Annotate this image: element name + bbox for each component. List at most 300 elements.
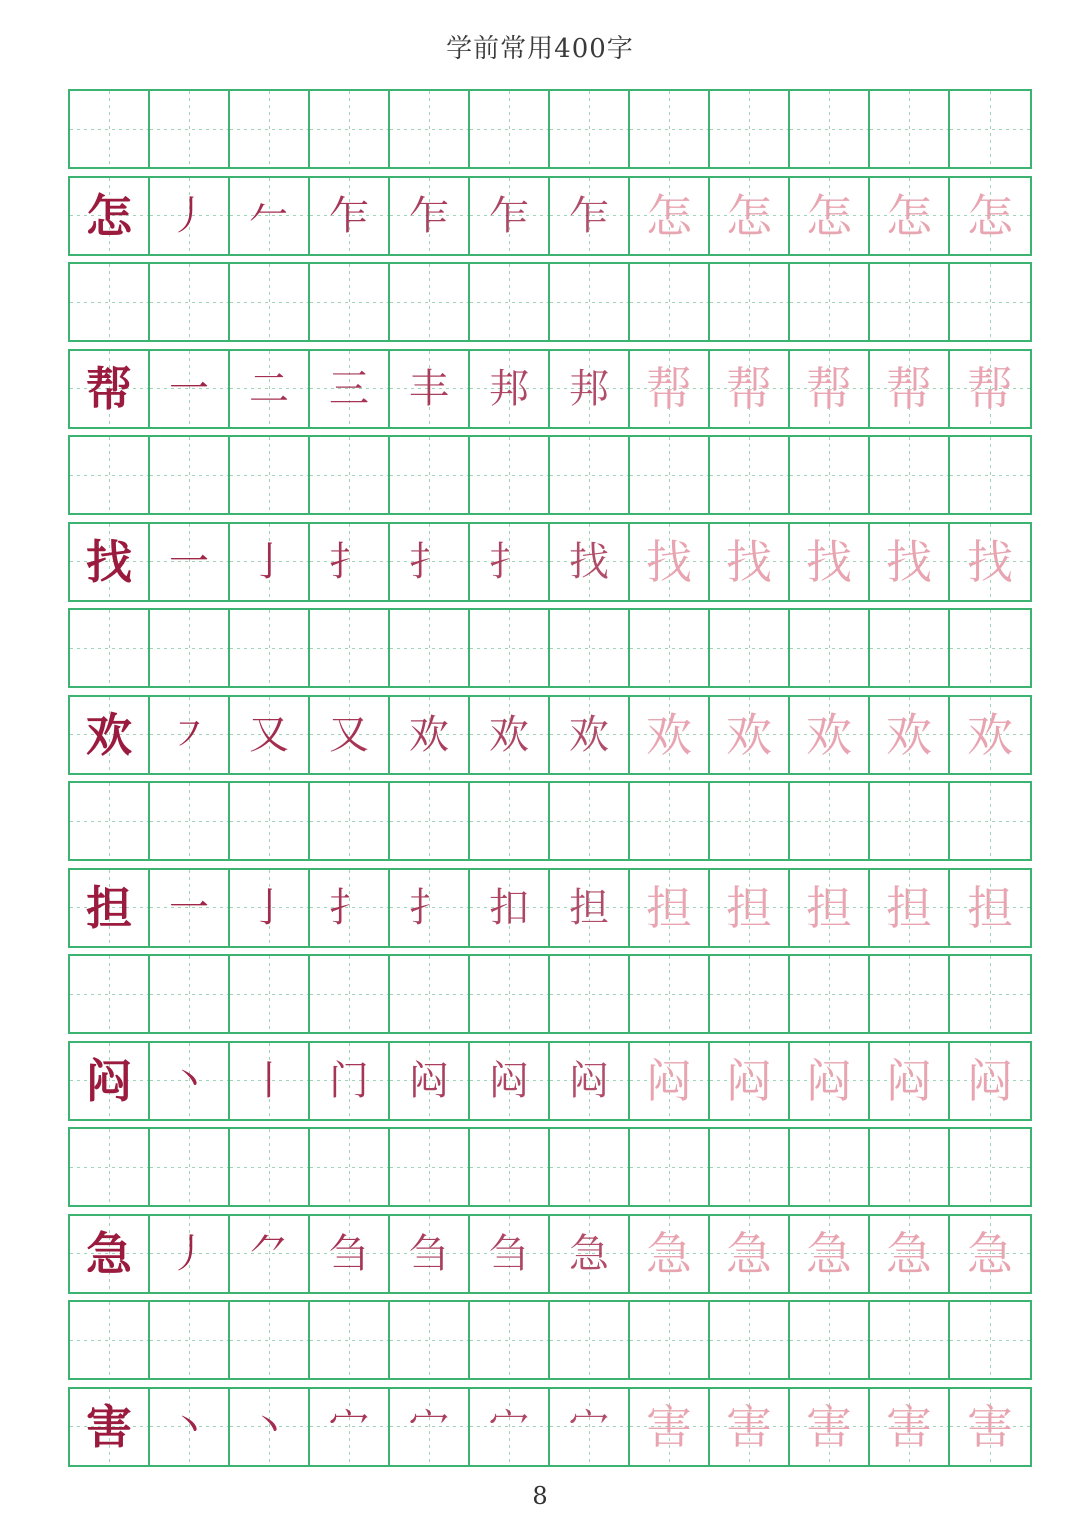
- grid-cell: [950, 1302, 1030, 1378]
- grid-cell: [630, 1389, 710, 1465]
- grid-cell: [630, 1129, 710, 1205]
- page-title: 学前常用400字: [446, 34, 634, 64]
- stroke-step: 怎: [806, 188, 852, 243]
- stroke-step: 丿: [169, 1230, 209, 1277]
- grid-cell: [630, 956, 710, 1032]
- grid-cell: [230, 264, 310, 340]
- stroke-order-row: [68, 1041, 1032, 1121]
- grid-cell: [790, 178, 870, 254]
- grid-cell: [790, 437, 870, 513]
- grid-cell: [790, 1216, 870, 1292]
- grid-cell: [230, 524, 310, 600]
- blank-practice-row: [68, 954, 1032, 1034]
- grid-cell: [150, 264, 230, 340]
- grid-cell: [390, 1389, 470, 1465]
- grid-cell: [70, 1129, 150, 1205]
- grid-cell: [470, 351, 550, 427]
- stroke-step: 二: [249, 365, 289, 412]
- grid-cell: [230, 697, 310, 773]
- grid-cell: [790, 783, 870, 859]
- grid-cell: [310, 1389, 390, 1465]
- stroke-step: 又: [249, 711, 289, 758]
- grid-cell: [870, 91, 950, 167]
- grid-cell: [710, 351, 790, 427]
- stroke-step: 闷: [806, 1053, 852, 1108]
- grid-cell: [150, 1302, 230, 1378]
- stroke-step: 害: [806, 1399, 852, 1454]
- stroke-step: 宀: [329, 1403, 369, 1450]
- grid-cell: [470, 610, 550, 686]
- grid-cell: [710, 1216, 790, 1292]
- grid-cell: [950, 697, 1030, 773]
- grid-cell: [790, 1389, 870, 1465]
- stroke-step: 刍: [329, 1230, 369, 1277]
- stroke-step: 找: [967, 534, 1013, 589]
- stroke-step: 宀: [569, 1403, 609, 1450]
- grid-cell: [70, 524, 150, 600]
- stroke-step: 一: [169, 365, 209, 412]
- grid-cell: [390, 524, 470, 600]
- grid-cell: [550, 437, 630, 513]
- grid-cell: [950, 956, 1030, 1032]
- stroke-step: 闷: [967, 1053, 1013, 1108]
- grid-cell: [310, 178, 390, 254]
- grid-cell: [150, 437, 230, 513]
- grid-cell: [790, 264, 870, 340]
- grid-cell: [550, 1043, 630, 1119]
- grid-cell: [710, 524, 790, 600]
- grid-cell: [230, 1302, 310, 1378]
- grid-cell: [870, 264, 950, 340]
- stroke-step: 𠂉: [249, 192, 289, 239]
- grid-cell: [230, 1216, 310, 1292]
- grid-cell: [230, 870, 310, 946]
- grid-cell: [710, 1129, 790, 1205]
- stroke-step: 亅: [249, 538, 289, 585]
- stroke-step: 乍: [329, 192, 369, 239]
- stroke-step: 丶: [169, 1057, 209, 1104]
- stroke-step: 害: [726, 1399, 772, 1454]
- grid-cell: [310, 870, 390, 946]
- grid-cell: [230, 91, 310, 167]
- grid-cell: [950, 524, 1030, 600]
- grid-cell: [790, 956, 870, 1032]
- stroke-step: 闷: [409, 1057, 449, 1104]
- grid-cell: [70, 1043, 150, 1119]
- stroke-step: ⺈: [249, 1230, 289, 1277]
- grid-cell: [710, 783, 790, 859]
- grid-cell: [390, 437, 470, 513]
- grid-cell: [150, 870, 230, 946]
- grid-cell: [950, 91, 1030, 167]
- grid-cell: [230, 610, 310, 686]
- stroke-step: 一: [169, 538, 209, 585]
- grid-cell: [310, 1129, 390, 1205]
- grid-cell: [710, 870, 790, 946]
- grid-cell: [870, 524, 950, 600]
- grid-cell: [150, 91, 230, 167]
- grid-cell: [550, 1302, 630, 1378]
- grid-cell: [390, 178, 470, 254]
- grid-cell: [390, 1302, 470, 1378]
- stroke-step: 担: [726, 880, 772, 935]
- grid-cell: [310, 264, 390, 340]
- stroke-step: 怎: [967, 188, 1013, 243]
- grid-cell: [870, 697, 950, 773]
- grid-cell: [150, 1043, 230, 1119]
- grid-cell: [630, 870, 710, 946]
- grid-cell: [230, 1043, 310, 1119]
- grid-cell: [70, 1216, 150, 1292]
- grid-cell: [790, 351, 870, 427]
- grid-cell: [390, 91, 470, 167]
- grid-cell: [470, 524, 550, 600]
- grid-cell: [150, 351, 230, 427]
- grid-cell: [230, 437, 310, 513]
- stroke-step: 闷: [569, 1057, 609, 1104]
- grid-cell: [870, 178, 950, 254]
- stroke-step: 邦: [489, 365, 529, 412]
- grid-cell: [150, 783, 230, 859]
- stroke-step: 扌: [489, 538, 529, 585]
- grid-cell: [950, 178, 1030, 254]
- stroke-step: 欢: [409, 711, 449, 758]
- grid-cell: [390, 870, 470, 946]
- stroke-step: 帮: [646, 361, 692, 416]
- stroke-step: 丨: [249, 1057, 289, 1104]
- grid-cell: [70, 437, 150, 513]
- grid-cell: [950, 351, 1030, 427]
- grid-cell: [470, 178, 550, 254]
- grid-cell: [710, 1302, 790, 1378]
- stroke-step: 刍: [489, 1230, 529, 1277]
- grid-cell: [950, 1043, 1030, 1119]
- grid-cell: [790, 1302, 870, 1378]
- stroke-step: 担: [886, 880, 932, 935]
- stroke-step: 欢: [806, 707, 852, 762]
- grid-cell: [950, 610, 1030, 686]
- grid-cell: [550, 351, 630, 427]
- grid-cell: [870, 1129, 950, 1205]
- page-number: 8: [532, 1482, 548, 1510]
- grid-cell: [550, 783, 630, 859]
- stroke-step: 三: [329, 365, 369, 412]
- grid-cell: [470, 1302, 550, 1378]
- stroke-step: 又: [329, 711, 369, 758]
- grid-cell: [550, 1129, 630, 1205]
- stroke-step: 急: [646, 1226, 692, 1281]
- stroke-order-row: [68, 522, 1032, 602]
- grid-cell: [150, 956, 230, 1032]
- grid-cell: [630, 697, 710, 773]
- stroke-step: 急: [806, 1226, 852, 1281]
- grid-cell: [870, 1216, 950, 1292]
- stroke-step: 乍: [569, 192, 609, 239]
- blank-practice-row: [68, 781, 1032, 861]
- grid-cell: [470, 783, 550, 859]
- grid-cell: [70, 697, 150, 773]
- grid-cell: [950, 1389, 1030, 1465]
- grid-cell: [390, 1129, 470, 1205]
- stroke-step: 丰: [409, 365, 449, 412]
- stroke-step: 邦: [569, 365, 609, 412]
- model-character: 帮: [86, 361, 132, 416]
- stroke-step: 丶: [249, 1403, 289, 1450]
- grid-cell: [550, 1389, 630, 1465]
- grid-cell: [310, 524, 390, 600]
- grid-cell: [950, 870, 1030, 946]
- stroke-step: 急: [886, 1226, 932, 1281]
- grid-cell: [550, 178, 630, 254]
- grid-cell: [310, 437, 390, 513]
- blank-practice-row: [68, 1127, 1032, 1207]
- grid-cell: [710, 178, 790, 254]
- grid-cell: [630, 437, 710, 513]
- grid-cell: [630, 524, 710, 600]
- grid-cell: [550, 697, 630, 773]
- stroke-step: 扌: [409, 884, 449, 931]
- blank-practice-row: [68, 262, 1032, 342]
- blank-practice-row: [68, 89, 1032, 169]
- stroke-step: 门: [329, 1057, 369, 1104]
- stroke-step: 担: [569, 884, 609, 931]
- grid-cell: [870, 1302, 950, 1378]
- grid-cell: [790, 610, 870, 686]
- stroke-step: 闷: [489, 1057, 529, 1104]
- stroke-step: 扌: [329, 538, 369, 585]
- grid-cell: [710, 1389, 790, 1465]
- grid-cell: [150, 697, 230, 773]
- grid-cell: [470, 870, 550, 946]
- grid-cell: [870, 956, 950, 1032]
- stroke-order-row: [68, 1214, 1032, 1294]
- grid-cell: [630, 783, 710, 859]
- grid-cell: [470, 437, 550, 513]
- stroke-step: 闷: [646, 1053, 692, 1108]
- grid-cell: [230, 1389, 310, 1465]
- grid-cell: [70, 351, 150, 427]
- grid-cell: [950, 1129, 1030, 1205]
- grid-cell: [310, 1043, 390, 1119]
- grid-cell: [470, 1043, 550, 1119]
- grid-cell: [70, 91, 150, 167]
- grid-cell: [230, 956, 310, 1032]
- grid-cell: [790, 1129, 870, 1205]
- grid-cell: [870, 351, 950, 427]
- grid-cell: [310, 1302, 390, 1378]
- stroke-step: 担: [646, 880, 692, 935]
- grid-cell: [230, 1129, 310, 1205]
- stroke-step: 怎: [886, 188, 932, 243]
- grid-cell: [390, 351, 470, 427]
- stroke-step: 刍: [409, 1230, 449, 1277]
- stroke-step: 害: [967, 1399, 1013, 1454]
- grid-cell: [790, 524, 870, 600]
- stroke-step: ㇇: [169, 711, 209, 758]
- stroke-step: 急: [569, 1230, 609, 1277]
- stroke-step: 欢: [886, 707, 932, 762]
- model-character: 担: [86, 880, 132, 935]
- grid-cell: [950, 1216, 1030, 1292]
- grid-cell: [70, 1389, 150, 1465]
- grid-cell: [950, 783, 1030, 859]
- grid-cell: [630, 610, 710, 686]
- stroke-step: 找: [886, 534, 932, 589]
- stroke-step: 欢: [967, 707, 1013, 762]
- grid-cell: [790, 91, 870, 167]
- grid-cell: [710, 437, 790, 513]
- blank-practice-row: [68, 1300, 1032, 1380]
- grid-cell: [390, 610, 470, 686]
- grid-cell: [390, 697, 470, 773]
- grid-cell: [790, 870, 870, 946]
- grid-cell: [710, 956, 790, 1032]
- grid-cell: [310, 1216, 390, 1292]
- stroke-step: 害: [886, 1399, 932, 1454]
- stroke-step: 担: [806, 880, 852, 935]
- grid-cell: [550, 1216, 630, 1292]
- grid-cell: [550, 91, 630, 167]
- grid-cell: [310, 956, 390, 1032]
- grid-cell: [470, 1216, 550, 1292]
- stroke-step: 扌: [329, 884, 369, 931]
- stroke-step: 帮: [967, 361, 1013, 416]
- grid-cell: [70, 870, 150, 946]
- stroke-step: 乍: [489, 192, 529, 239]
- grid-cell: [70, 1302, 150, 1378]
- grid-cell: [390, 1216, 470, 1292]
- grid-cell: [470, 1389, 550, 1465]
- grid-cell: [630, 1216, 710, 1292]
- grid-cell: [630, 91, 710, 167]
- grid-cell: [150, 524, 230, 600]
- stroke-step: 闷: [726, 1053, 772, 1108]
- grid-cell: [310, 697, 390, 773]
- grid-cell: [70, 956, 150, 1032]
- grid-cell: [390, 1043, 470, 1119]
- stroke-order-row: [68, 349, 1032, 429]
- grid-cell: [710, 610, 790, 686]
- stroke-order-row: [68, 1387, 1032, 1467]
- grid-cell: [710, 264, 790, 340]
- grid-cell: [870, 1389, 950, 1465]
- model-character: 害: [86, 1399, 132, 1454]
- stroke-step: 丶: [169, 1403, 209, 1450]
- grid-cell: [950, 437, 1030, 513]
- grid-cell: [70, 178, 150, 254]
- stroke-step: 怎: [726, 188, 772, 243]
- grid-cell: [230, 178, 310, 254]
- model-character: 怎: [86, 188, 132, 243]
- stroke-step: 欢: [646, 707, 692, 762]
- model-character: 闷: [86, 1053, 132, 1108]
- grid-cell: [310, 783, 390, 859]
- grid-cell: [70, 783, 150, 859]
- stroke-step: 宀: [409, 1403, 449, 1450]
- grid-cell: [790, 697, 870, 773]
- grid-cell: [790, 1043, 870, 1119]
- grid-cell: [150, 1129, 230, 1205]
- stroke-step: 帮: [806, 361, 852, 416]
- model-character: 急: [86, 1226, 132, 1281]
- stroke-order-row: [68, 176, 1032, 256]
- stroke-step: 担: [967, 880, 1013, 935]
- grid-cell: [550, 524, 630, 600]
- grid-cell: [550, 264, 630, 340]
- stroke-step: 欢: [569, 711, 609, 758]
- blank-practice-row: [68, 435, 1032, 515]
- stroke-step: 亅: [249, 884, 289, 931]
- stroke-step: 一: [169, 884, 209, 931]
- stroke-step: 帮: [726, 361, 772, 416]
- stroke-step: 找: [569, 538, 609, 585]
- grid-cell: [70, 610, 150, 686]
- grid-cell: [710, 91, 790, 167]
- stroke-step: 欢: [726, 707, 772, 762]
- model-character: 欢: [86, 707, 132, 762]
- stroke-step: 欢: [489, 711, 529, 758]
- stroke-step: 扌: [409, 538, 449, 585]
- grid-cell: [630, 1043, 710, 1119]
- grid-cell: [310, 91, 390, 167]
- grid-cell: [630, 1302, 710, 1378]
- grid-cell: [630, 178, 710, 254]
- grid-cell: [550, 870, 630, 946]
- stroke-step: 宀: [489, 1403, 529, 1450]
- stroke-step: 丿: [169, 192, 209, 239]
- grid-cell: [470, 697, 550, 773]
- grid-cell: [310, 610, 390, 686]
- grid-cell: [230, 351, 310, 427]
- stroke-step: 找: [806, 534, 852, 589]
- grid-cell: [390, 264, 470, 340]
- grid-cell: [470, 956, 550, 1032]
- grid-cell: [150, 178, 230, 254]
- grid-cell: [870, 1043, 950, 1119]
- stroke-step: 乍: [409, 192, 449, 239]
- grid-cell: [150, 1389, 230, 1465]
- stroke-step: 怎: [646, 188, 692, 243]
- blank-practice-row: [68, 608, 1032, 688]
- grid-cell: [470, 264, 550, 340]
- stroke-step: 害: [646, 1399, 692, 1454]
- grid-cell: [870, 437, 950, 513]
- stroke-order-row: [68, 868, 1032, 948]
- stroke-step: 急: [967, 1226, 1013, 1281]
- grid-cell: [950, 264, 1030, 340]
- grid-cell: [630, 264, 710, 340]
- grid-cell: [550, 610, 630, 686]
- stroke-step: 帮: [886, 361, 932, 416]
- grid-cell: [630, 351, 710, 427]
- grid-cell: [870, 783, 950, 859]
- grid-cell: [710, 697, 790, 773]
- stroke-step: 找: [726, 534, 772, 589]
- grid-cell: [390, 956, 470, 1032]
- grid-cell: [870, 610, 950, 686]
- grid-cell: [230, 783, 310, 859]
- stroke-order-row: [68, 695, 1032, 775]
- grid-cell: [390, 783, 470, 859]
- stroke-step: 找: [646, 534, 692, 589]
- grid-cell: [150, 1216, 230, 1292]
- grid-cell: [550, 956, 630, 1032]
- grid-cell: [710, 1043, 790, 1119]
- grid-cell: [70, 264, 150, 340]
- model-character: 找: [86, 534, 132, 589]
- stroke-step: 急: [726, 1226, 772, 1281]
- stroke-step: 扣: [489, 884, 529, 931]
